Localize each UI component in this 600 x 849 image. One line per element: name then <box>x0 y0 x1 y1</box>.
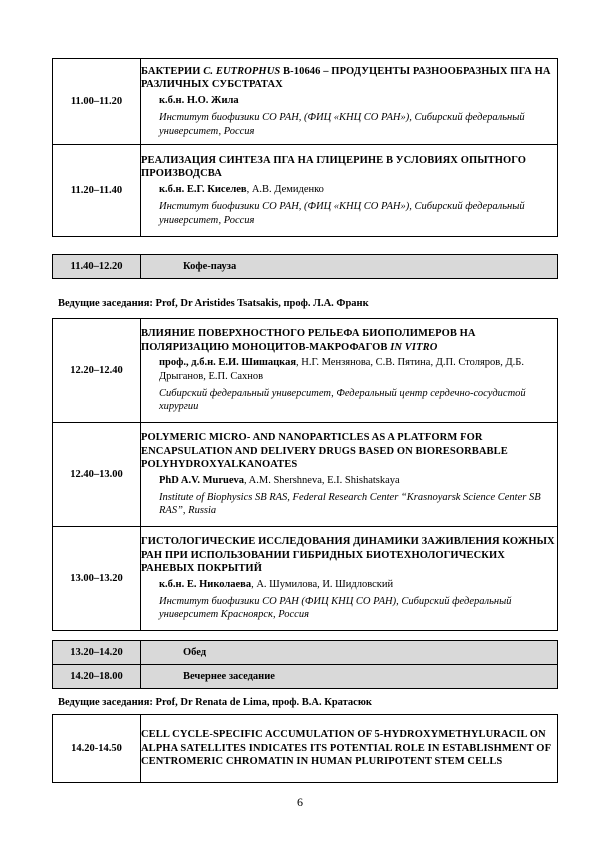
talk-cell <box>141 145 558 237</box>
talk-title: POLYMERIC MICRO- AND NANOPARTICLES AS A PLATFORM FOR ENCAPSULATION AND DELIVERY DRUGS BASED ON BIORESORBABLE POLYHYDROXYALKANOATES <box>141 432 508 471</box>
page-number: 6 <box>297 795 303 809</box>
talk-cell <box>141 527 558 631</box>
table-row <box>53 145 558 237</box>
talk-cell <box>141 59 558 145</box>
table-row <box>53 641 558 665</box>
time-cell: 11.20–11.40 <box>53 145 141 237</box>
talk-institution: Институт биофизики СО РАН, (ФИЦ «КНЦ СО РАН»), Сибирский федеральный университет, Россия <box>159 201 525 226</box>
session-chairs: Ведущие заседания: Prof, Dr Renata de Lima, проф. В.А. Кратасюк <box>58 697 372 708</box>
time-cell: 13.20–14.20 <box>53 641 141 665</box>
table-row <box>53 319 558 423</box>
talk-institution: Институт биофизики СО РАН (ФИЦ КНЦ СО РАН), Сибирский федеральный университет Красноярск, Россия <box>159 595 512 621</box>
coffee-break-table <box>52 254 558 279</box>
time-cell: 13.00–13.20 <box>53 527 141 631</box>
talk-authors: к.б.н. Е. Николаева, А. Шумилова, И. Шидловский <box>159 578 394 590</box>
time-cell: 14.20-14.50 <box>53 715 141 783</box>
time-cell: 12.40–13.00 <box>53 423 141 527</box>
talk-authors: проф., д.б.н. Е.И. Шишацкая, Н.Г. Мензянова, С.В. Пятина, Д.П. Столяров, Д.Б. Дрыганов, Е.П. Сахнов <box>159 357 524 382</box>
schedule-table-2 <box>52 318 558 631</box>
session-chairs: Ведущие заседания: Prof, Dr Aristides Tsatsakis, проф. Л.А. Франк <box>58 298 369 309</box>
break-table <box>52 640 558 689</box>
talk-institution: Institute of Biophysics SB RAS, Federal Research Center “Krasnoyarsk Science Center SB RAS”, Russia <box>159 491 541 517</box>
talk-cell <box>141 319 558 423</box>
talk-title: РЕАЛИЗАЦИЯ СИНТЕЗА ПГА НА ГЛИЦЕРИНЕ В УСЛОВИЯХ ОПЫТНОГО ПРОИЗВОДСВА <box>141 154 527 180</box>
talk-cell <box>141 715 558 783</box>
talk-title: БАКТЕРИИ C. EUTROPHUS B-10646 – ПРОДУЦЕНТЫ РАЗНООБРАЗНЫХ ПГА НА РАЗЛИЧНЫХ СУБСТРАТАХ <box>141 65 551 91</box>
time-cell: 11.00–11.20 <box>53 59 141 145</box>
table-row <box>53 423 558 527</box>
table-row <box>53 255 558 279</box>
talk-authors: PhD A.V. Murueva, A.M. Shershneva, E.I. Shishatskaya <box>159 474 400 486</box>
schedule-table-3 <box>52 714 558 783</box>
talk-institution: Сибирский федеральный университет, Федеральный центр сердечно-сосудистой хирургии <box>159 387 526 413</box>
break-label: Обед <box>141 641 558 665</box>
table-row <box>53 59 558 145</box>
schedule-table-1 <box>52 58 558 237</box>
time-cell: 12.20–12.40 <box>53 319 141 423</box>
table-row <box>53 665 558 689</box>
session-label: Вечернее заседание <box>141 665 558 689</box>
break-label: Кофе-пауза <box>141 255 558 279</box>
talk-authors: к.б.н. Е.Г. Киселев, А.В. Демиденко <box>159 183 324 195</box>
time-cell: 14.20–18.00 <box>53 665 141 689</box>
time-cell: 11.40–12.20 <box>53 255 141 279</box>
talk-institution: Институт биофизики СО РАН, (ФИЦ «КНЦ СО РАН»), Сибирский федеральный университет, Россия <box>159 112 525 137</box>
talk-authors: к.б.н. Н.О. Жила <box>159 94 239 106</box>
talk-title: ГИСТОЛОГИЧЕСКИЕ ИССЛЕДОВАНИЯ ДИНАМИКИ ЗАЖИВЛЕНИЯ КОЖНЫХ РАН ПРИ ИСПОЛЬЗОВАНИИ ГИБРИДНЫХ БИОТЕХНОЛОГИЧЕСКИХ РАНЕВЫХ ПОКРЫТИЙ <box>141 536 555 575</box>
talk-title: CELL CYCLE-SPECIFIC ACCUMULATION OF 5-HYDROXYMETHYLURACIL ON ALPHA SATELLITES INDICATES ITS POTENTIAL ROLE IN ESTABLISHMENT OF CENTROMERIC CHROMATIN IN HUMAN PLURIPOTENT STEM CELLS <box>141 729 551 768</box>
table-row <box>53 527 558 631</box>
talk-title: ВЛИЯНИЕ ПОВЕРХНОСТНОГО РЕЛЬЕФА БИОПОЛИМЕРОВ НА ПОЛЯРИЗАЦИЮ МОНОЦИТОВ-МАКРОФАГОВ IN VITRO <box>141 328 476 353</box>
table-row <box>53 715 558 783</box>
talk-cell <box>141 423 558 527</box>
